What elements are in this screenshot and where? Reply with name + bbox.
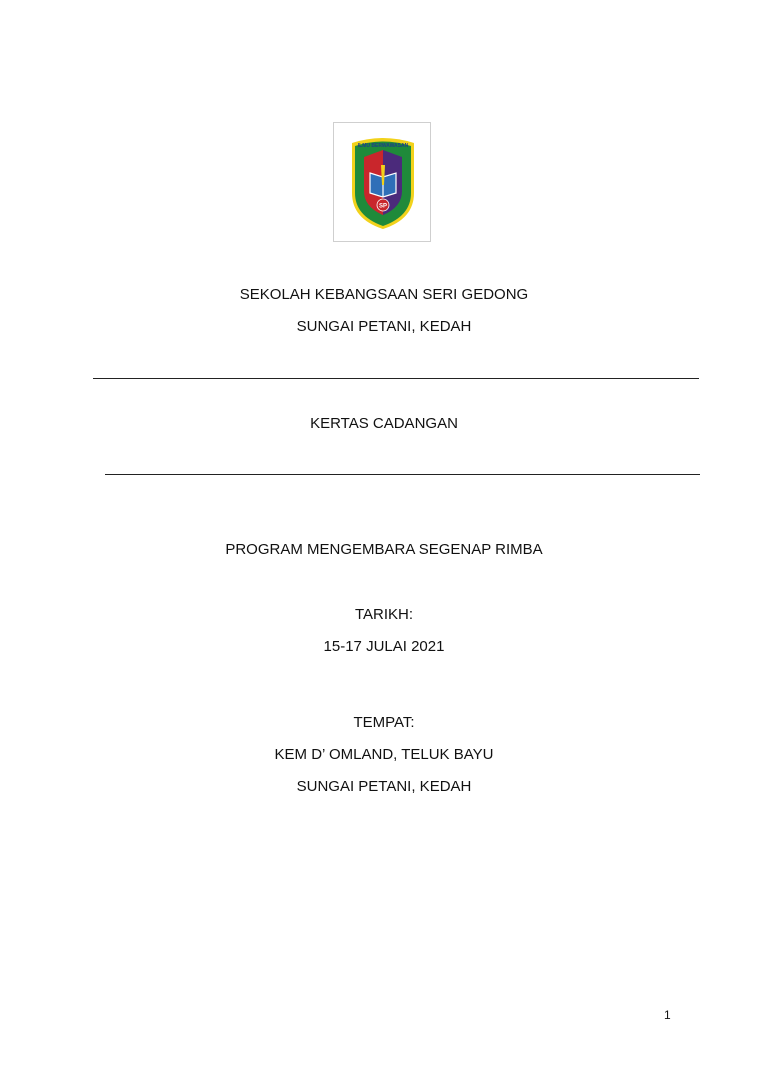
date-label: TARIKH: bbox=[354, 606, 414, 623]
program-title: PROGRAM MENGEMBARA SEGENAP RIMBA bbox=[225, 541, 543, 558]
school-crest-icon bbox=[348, 135, 418, 231]
school-name: SEKOLAH KEBANGSAAN SERI GEDONG bbox=[239, 286, 529, 303]
divider-top bbox=[93, 378, 699, 379]
page-number: 1 bbox=[664, 1008, 671, 1022]
date-value: 15-17 JULAI 2021 bbox=[323, 638, 445, 655]
divider-bottom bbox=[105, 474, 700, 475]
school-location: SUNGAI PETANI, KEDAH bbox=[296, 318, 472, 335]
document-type: KERTAS CADANGAN bbox=[310, 415, 458, 432]
venue-line-2: SUNGAI PETANI, KEDAH bbox=[296, 778, 472, 795]
venue-label: TEMPAT: bbox=[353, 714, 415, 731]
svg-text:ILMU BERWAWASAN: ILMU BERWAWASAN bbox=[357, 143, 409, 149]
school-logo bbox=[333, 122, 431, 242]
venue-line-1: KEM D’ OMLAND, TELUK BAYU bbox=[274, 746, 494, 763]
svg-text:SP: SP bbox=[378, 203, 388, 210]
